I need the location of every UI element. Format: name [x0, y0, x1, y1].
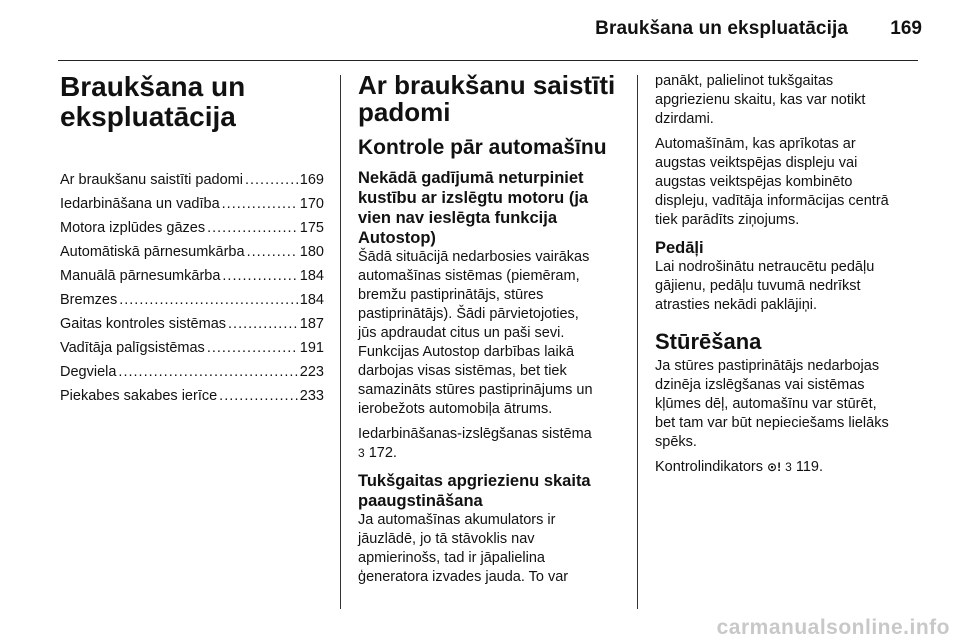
watermark: carmanualsonline.info: [716, 616, 950, 639]
paragraph: Automašīnām, kas aprīkotas ar augstas veiktspējas displeju vai augstas veiktspējas kombinēto displeju, vadītāja informācijas centrā tiek parādīts ziņojums.: [655, 136, 889, 228]
topic-heading-engine-off: Nekādā gadījumā neturpiniet kustību ar izslēgtu motoru (ja vien nav ieslēgta funkcija Autostop): [358, 169, 589, 247]
topic-heading-idle-speed: Tukšgaitas apgriezienu skaita paaugstināšana: [358, 472, 591, 510]
steering-warning-icon: ⊙!: [767, 460, 782, 474]
toc-item[interactable]: Motora izplūdes gāzes ..... 175: [60, 216, 324, 240]
header-title: Braukšana un ekspluatācija: [595, 18, 848, 39]
chapter-title: Braukšana un ekspluatācija: [60, 71, 246, 132]
subsection-heading-steering: Stūrēšana: [655, 329, 762, 354]
paragraph-reference: Iedarbināšanas-izslēgšanas sistēma 3 172.: [358, 426, 592, 461]
paragraph: Ja automašīnas akumulators ir jāuzlādē, jo tā stāvoklis nav apmierinošs, tad ir jāpalielina ģeneratora izvades jauda. To var: [358, 512, 569, 585]
section-heading: Ar braukšanu saistīti padomi: [358, 70, 616, 127]
paragraph: Ja stūres pastiprinātājs nedarbojas dzinēja izslēgšanas vai sistēmas kļūmes dēļ, automašīnu var stūrēt, bet tam var būt nepieciešams lielāks spēks.: [655, 358, 889, 450]
toc-item[interactable]: Bremzes ..... 184: [60, 288, 324, 312]
toc-item[interactable]: Piekabes sakabes ierīce ..... 233: [60, 384, 324, 408]
toc-item[interactable]: Automātiskā pārnesumkārba ..... 180: [60, 240, 324, 264]
column-divider-2: [637, 75, 638, 609]
paragraph-indicator: Kontrolindikators ⊙! 3 119.: [655, 459, 823, 475]
toc-item[interactable]: Degviela ..... 223: [60, 360, 324, 384]
toc-item[interactable]: Manuālā pārnesumkārba ..... 184: [60, 264, 324, 288]
toc-item[interactable]: Ar braukšanu saistīti padomi ..... 169: [60, 168, 324, 192]
page-reference-icon: 3: [785, 460, 792, 474]
content-column-3: [655, 72, 920, 483]
toc-item[interactable]: Iedarbināšana un vadība ..... 170: [60, 192, 324, 216]
paragraph: Lai nodrošinātu netraucētu pedāļu gājienu, pedāļu tuvumā nedrīkst atrasties nekādi paklājiņi.: [655, 259, 875, 313]
page-reference-icon: 3: [358, 446, 365, 460]
subsection-heading: Kontrole pār automašīnu: [358, 136, 607, 159]
content-column-2: [358, 72, 620, 593]
toc-column: [60, 72, 324, 408]
page-reference[interactable]: 119.: [791, 459, 823, 475]
toc-item[interactable]: Vadītāja palīgsistēmas ..... 191: [60, 336, 324, 360]
topic-heading-pedals: Pedāļi: [655, 239, 704, 257]
toc-list: [60, 168, 324, 408]
paragraph: panākt, palielinot tukšgaitas apgriezienu skaitu, kas var notikt dzirdami.: [655, 73, 866, 127]
paragraph: Šādā situācijā nedarbosies vairākas automašīnas sistēmas (piemēram, bremžu pastiprinātājs, stūres pastiprinātājs). Šādi pārvietojoties, jūs apdraudat citus un paši sevi. Funkcijas Autostop darbības laikā darbojas visas sistēmas, bet tiek samazināts stūres pastiprinājums un ierobežots automobiļa ātrums.: [358, 249, 593, 417]
toc-item[interactable]: Gaitas kontroles sistēmas ..... 187: [60, 312, 324, 336]
header-rule: [58, 60, 918, 61]
page-number: 169: [890, 18, 922, 39]
page-reference[interactable]: 172.: [364, 445, 397, 461]
column-divider-1: [340, 75, 341, 609]
